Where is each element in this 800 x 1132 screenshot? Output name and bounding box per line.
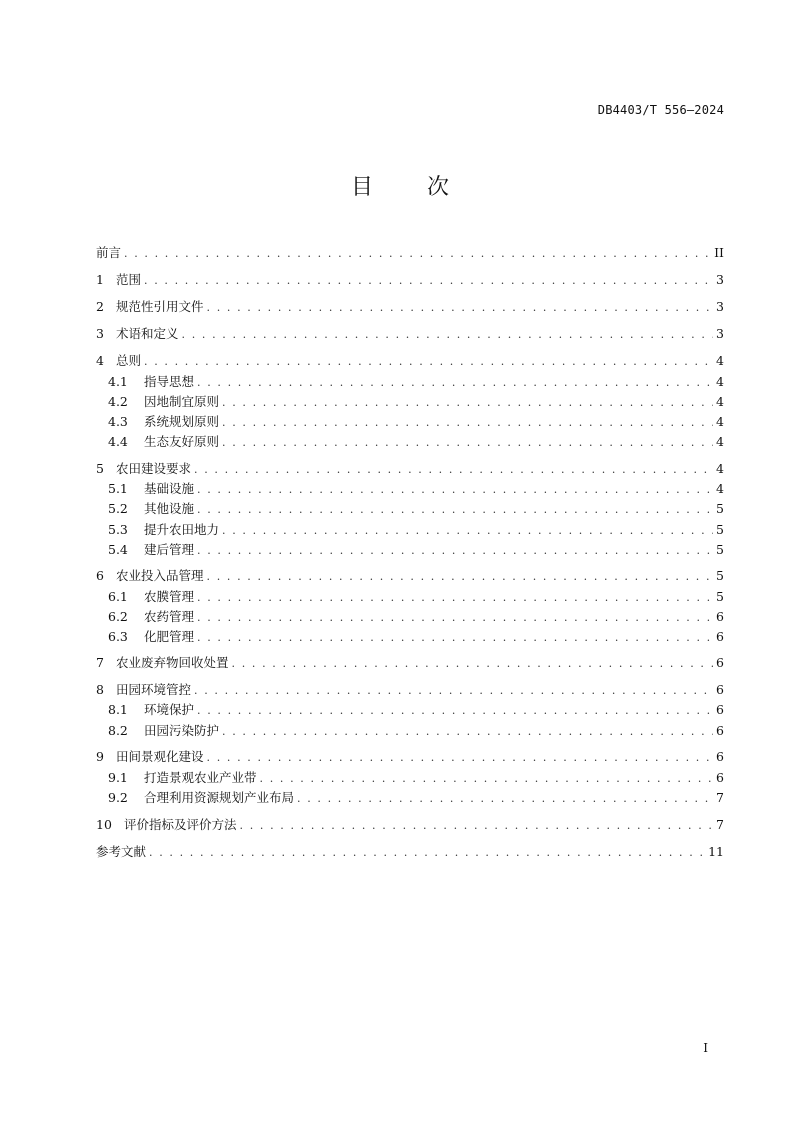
toc-entry-page: 4: [716, 374, 724, 389]
toc-subentry[interactable]: [108, 702, 724, 718]
toc-entry-page: 11: [708, 844, 724, 859]
toc-entry-label: 术语和定义: [116, 326, 179, 341]
toc-entry-label: 生态友好原则: [144, 434, 220, 449]
toc-entry-number: 4.2: [108, 394, 128, 409]
toc-entry-label: 提升农田地力: [144, 522, 220, 537]
toc-subentry[interactable]: [108, 374, 724, 390]
toc-entry-page: 7: [716, 790, 724, 805]
toc-entry-label: 前言: [96, 245, 122, 260]
title-char: 目: [350, 175, 373, 200]
toc-entry-number: 4.3: [108, 414, 128, 429]
toc-subentry[interactable]: [108, 394, 724, 410]
toc-subentry[interactable]: [108, 589, 724, 605]
toc-leader-dots: [222, 435, 713, 451]
toc-entry-page: 4: [716, 394, 724, 409]
toc-entry-number: 6.1: [108, 589, 128, 604]
toc-entry-page: 6: [716, 749, 724, 764]
toc-entry-page: 6: [716, 702, 724, 717]
toc-subentry[interactable]: [108, 542, 724, 558]
toc-entry-number: 6.3: [108, 629, 128, 644]
toc-leader-dots: [182, 327, 713, 343]
toc-leader-dots: [144, 273, 713, 289]
toc-entry-label: 因地制宜原则: [144, 394, 220, 409]
toc-entry-page: 3: [716, 299, 724, 314]
toc-entry-page: 4: [716, 414, 724, 429]
toc-entry-number: 3: [96, 326, 104, 341]
toc-entry-page: 4: [716, 353, 724, 368]
toc-entry-number: 4.1: [108, 374, 128, 389]
toc-entry-number: 1: [96, 272, 104, 287]
toc-leader-dots: [197, 703, 713, 719]
toc-subentry[interactable]: [108, 609, 724, 625]
title-char: 次: [427, 175, 450, 200]
toc-leader-dots: [124, 246, 711, 262]
toc-entry-page: 6: [716, 723, 724, 738]
toc-entry-number: 6.2: [108, 609, 128, 624]
toc-entry-label: 农业废弃物回收处置: [116, 655, 229, 670]
toc-subentry[interactable]: [108, 414, 724, 430]
toc-leader-dots: [207, 569, 713, 585]
toc-entry-number: 9.1: [108, 770, 128, 785]
toc-entry-label: 农田建设要求: [116, 461, 192, 476]
toc-leader-dots: [194, 683, 713, 699]
toc-leader-dots: [222, 724, 713, 740]
toc-entry-number: 8: [96, 682, 104, 697]
toc-entry-page: 4: [716, 461, 724, 476]
toc-entry-page: 3: [716, 272, 724, 287]
toc-entry-label: 田园环境管控: [116, 682, 192, 697]
toc-entry[interactable]: [96, 461, 724, 477]
toc-entry-page: 6: [716, 629, 724, 644]
toc-leader-dots: [197, 543, 713, 559]
toc-subentry[interactable]: [108, 790, 724, 806]
toc-leader-dots: [197, 590, 713, 606]
toc-leader-dots: [260, 771, 713, 787]
toc-leader-dots: [144, 354, 713, 370]
toc-subentry[interactable]: [108, 481, 724, 497]
toc-entry[interactable]: [96, 272, 724, 288]
toc-entry[interactable]: [96, 326, 724, 342]
toc-entry-number: 5.4: [108, 542, 128, 557]
toc-entry[interactable]: [96, 817, 724, 833]
toc-entry-label: 建后管理: [144, 542, 195, 557]
toc-entry-number: 4.4: [108, 434, 128, 449]
toc-entry-number: 9.2: [108, 790, 128, 805]
toc-leader-dots: [207, 750, 713, 766]
toc-entry-label: 系统规划原则: [144, 414, 220, 429]
document-code: DB4403/T 556—2024: [597, 103, 724, 117]
toc-entry-page: 6: [716, 770, 724, 785]
toc-entry-page: II: [714, 245, 724, 260]
toc-leader-dots: [232, 656, 713, 672]
toc-entry-page: 4: [716, 481, 724, 496]
toc-entry-number: 5.3: [108, 522, 128, 537]
toc-entry-label: 范围: [116, 272, 142, 287]
toc-subentry[interactable]: [108, 723, 724, 739]
toc-entry-label: 田园污染防护: [144, 723, 220, 738]
toc-leader-dots: [194, 462, 713, 478]
toc-entry-number: 7: [96, 655, 104, 670]
toc-entry-label: 基础设施: [144, 481, 195, 496]
toc-entry-page: 6: [716, 655, 724, 670]
toc-entry[interactable]: [96, 655, 724, 671]
toc-subentry[interactable]: [108, 629, 724, 645]
toc-leader-dots: [297, 791, 713, 807]
toc-entry-number: 6: [96, 568, 104, 583]
footer-page-number: I: [703, 1041, 708, 1055]
toc-subentry[interactable]: [108, 770, 724, 786]
toc-entry-label: 打造景观农业产业带: [144, 770, 257, 785]
toc-subentry[interactable]: [108, 522, 724, 538]
toc-leader-dots: [197, 375, 713, 391]
toc-entry-number: 8.2: [108, 723, 128, 738]
toc-entry-page: 6: [716, 682, 724, 697]
toc-entry-page: 5: [716, 542, 724, 557]
toc-entry-number: 9: [96, 749, 104, 764]
toc-entry[interactable]: [96, 299, 724, 315]
toc-subentry[interactable]: [108, 501, 724, 517]
toc-entry-label: 农药管理: [144, 609, 195, 624]
toc-leader-dots: [197, 502, 713, 518]
toc-entry[interactable]: [96, 749, 724, 765]
toc-leader-dots: [197, 610, 713, 626]
toc-leader-dots: [222, 523, 713, 539]
toc-entry-page: 5: [716, 501, 724, 516]
toc-leader-dots: [222, 395, 713, 411]
toc-entry-number: 5.2: [108, 501, 128, 516]
toc-entry-label: 农业投入品管理: [116, 568, 204, 583]
toc-entry-label: 环境保护: [144, 702, 195, 717]
toc-leader-dots: [207, 300, 713, 316]
toc-subentry[interactable]: [108, 434, 724, 450]
toc-entry-page: 7: [716, 817, 724, 832]
toc-leader-dots: [240, 818, 713, 834]
toc-entry-number: 8.1: [108, 702, 128, 717]
toc-entry-page: 5: [716, 589, 724, 604]
toc-leader-dots: [197, 630, 713, 646]
toc-entry-number: 5.1: [108, 481, 128, 496]
toc-entry-label: 规范性引用文件: [116, 299, 204, 314]
toc-entry-label: 总则: [116, 353, 142, 368]
toc-entry[interactable]: [96, 568, 724, 584]
toc-entry-number: 5: [96, 461, 104, 476]
toc-entry[interactable]: [96, 353, 724, 369]
toc-entry-page: 5: [716, 568, 724, 583]
toc-entry-number: 10: [96, 817, 112, 832]
toc-leader-dots: [197, 482, 713, 498]
toc-leader-dots: [149, 845, 705, 861]
toc-entry-number: 2: [96, 299, 104, 314]
toc-entry-label: 化肥管理: [144, 629, 195, 644]
toc-entry-page: 6: [716, 609, 724, 624]
toc-entry[interactable]: [96, 844, 724, 860]
toc-entry-label: 田间景观化建设: [116, 749, 204, 764]
toc-entry-label: 评价指标及评价方法: [124, 817, 237, 832]
toc-entry[interactable]: [96, 682, 724, 698]
toc-entry-label: 参考文献: [96, 844, 147, 859]
toc-entry-label: 其他设施: [144, 501, 195, 516]
toc-leader-dots: [222, 415, 713, 431]
toc-entry-page: 5: [716, 522, 724, 537]
toc-entry-label: 合理利用资源规划产业布局: [144, 790, 295, 805]
toc-entry-number: 4: [96, 353, 104, 368]
toc-entry-page: 4: [716, 434, 724, 449]
table-of-contents: [96, 0, 724, 1132]
toc-entry-page: 3: [716, 326, 724, 341]
toc-entry[interactable]: [96, 245, 724, 261]
toc-entry-label: 农膜管理: [144, 589, 195, 604]
toc-entry-label: 指导思想: [144, 374, 195, 389]
